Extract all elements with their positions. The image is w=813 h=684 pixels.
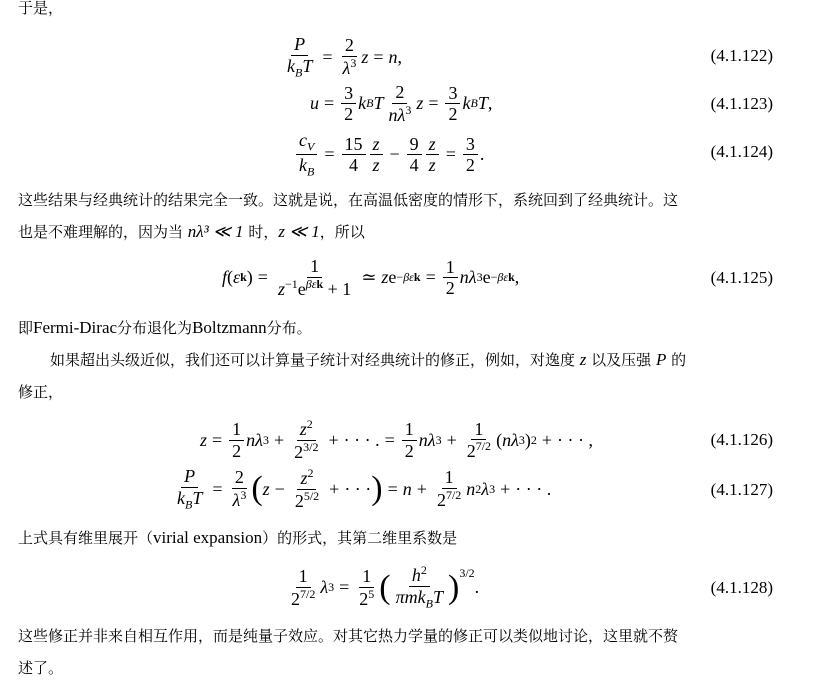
- paragraph-pure-quantum-effect: [18, 620, 798, 684]
- paragraph-classical-limit: [18, 184, 798, 248]
- paragraph-line: 这些结果与经典统计的结果完全一致。这就是说，在高温低密度的情形下，系统回到了经典统计。这: [18, 191, 679, 209]
- paragraph-virial: 上式具有维里展开（virial expansion）的形式，其第二维里系数是: [18, 528, 458, 547]
- equation-number: (4.1.123): [710, 94, 773, 113]
- equation-4-1-128: $\frac{1}{2^{7/2}}$ λ 3 = $\frac{1}{2^5}$ ( $\frac{h^2}{\pi mk_BT}$ ) $^{3/2}$ . (4.1.128): [291, 563, 773, 611]
- equation-number: (4.1.127): [710, 480, 773, 499]
- paragraph-quantum-correction: [18, 344, 798, 408]
- paragraph-line: 这些修正并非来自相互作用，而是纯量子效应。对其它热力学量的修正可以类似地讨论，这里就不赘: [18, 627, 679, 645]
- paragraph-line: 修正，: [18, 383, 64, 401]
- paragraph-fermi-dirac: 即Fermi-Dirac分布退化为Boltzmann分布。: [18, 318, 312, 337]
- equation-4-1-123: u = $\frac{3}{2}$ k B T $\frac{2}{n\lambda^3}$ z = $\frac{3}{2}$ k B T , (4.1.123): [310, 82, 773, 125]
- paragraph-line: 如果超出头级近似，我们还可以计算量子统计对经典统计的修正，例如，对逸度 z 以及压强 P 的: [50, 350, 687, 369]
- equation-4-1-122: $\frac{P}{k_BT}$ = $\frac{2}{\lambda^3}$ z = n , (4.1.122): [287, 34, 773, 80]
- equation-number: (4.1.126): [710, 430, 773, 449]
- paragraph-line: 述了。: [18, 659, 64, 677]
- equation-number: (4.1.125): [710, 268, 773, 287]
- equation-number: (4.1.122): [710, 46, 773, 65]
- equation-4-1-127: $\frac{P}{k_BT}$ = $\frac{2}{\lambda^3}$ ( z − $\frac{z^2}{2^{5/2}}$ + · · · ) = n + $\frac{1}{2^{7/2}}$ n 2 λ 3 + · · · . (4.1.127): [177, 465, 773, 512]
- equation-4-1-125: f ( ε k ) = $\frac{1}{z^{-1}e^{\beta\varepsilon k} + 1}$ ≃ z e −βεk = $\frac{1}{2}$ nλ 3 e −βεk , (4.1.125): [222, 256, 773, 299]
- equation-number: (4.1.124): [710, 142, 773, 161]
- intro-text: 于是，: [18, 0, 64, 17]
- paragraph-line: 也是不难理解的，因为当 nλ³ ≪ 1 时，z ≪ 1，所以: [18, 222, 365, 241]
- equation-4-1-124: $\frac{c_V}{k_B}$ = $\frac{15}{4}$ $\frac{z}{z}$ − $\frac{9}{4}$ $\frac{z}{z}$ = $\frac{3}{2}$ . (4.1.124): [0, 130, 813, 174]
- equation-number: (4.1.128): [710, 578, 773, 597]
- equation-4-1-126: z = $\frac{1}{2}$ nλ 3 + $\frac{z^2}{2^{3/2}}$ + · · · . = $\frac{1}{2}$ nλ 3 + $\frac{1}{2^{7/2}}$ ( nλ 3 ) 2 + · · · , (4.1.126): [200, 417, 773, 462]
